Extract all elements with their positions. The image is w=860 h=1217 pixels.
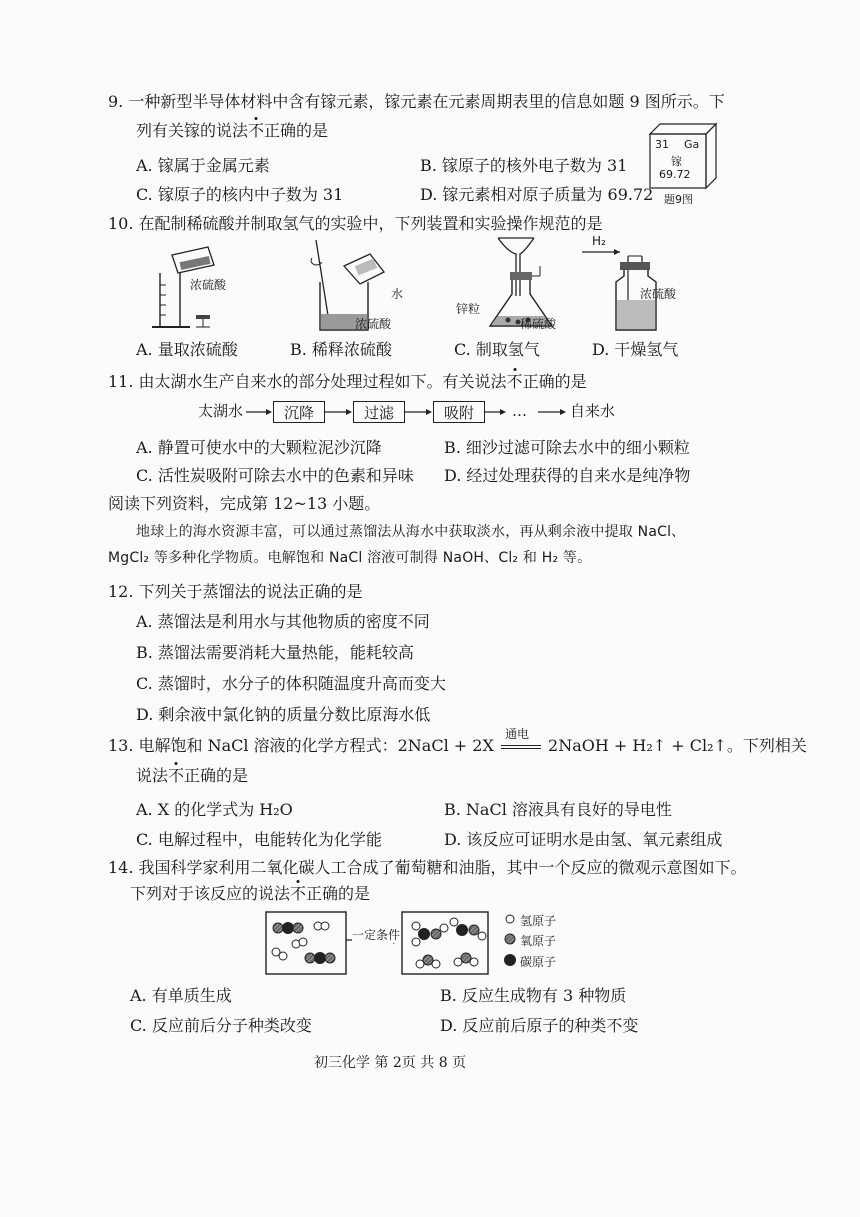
q9-option-d[interactable]: D. 镓元素相对原子质量为 69.72 [420,185,654,204]
q11-option-b[interactable]: B. 细沙过滤可除去水中的细小颗粒 [444,438,690,457]
q11-option-d[interactable]: D. 经过处理获得的自来水是纯净物 [444,466,691,485]
legend-carbon-atom: 碳原子 [520,955,557,969]
q9-figure-caption: 题9图 [664,193,693,206]
q11-emphasis-not: 不 [506,372,523,391]
q11-option-a[interactable]: A. 静置可使水中的大颗粒泥沙沉降 [136,438,382,457]
element-name: 镓 [671,155,682,168]
q14-option-d[interactable]: D. 反应前后原子的种类不变 [440,1016,639,1035]
q13-stem-post: 正确的是 [184,766,249,785]
q10-option-c[interactable]: C. 制取氢气 [454,340,540,359]
q14-stem-line1: 14. 我国科学家利用二氧化碳人工合成了葡萄糖和油脂，其中一个反应的微观示意图如下。 [108,858,747,877]
q14-option-c[interactable]: C. 反应前后分子种类改变 [130,1016,312,1035]
q13-option-d[interactable]: D. 该反应可证明水是由氢、氧元素组成 [444,830,723,849]
q9-option-c[interactable]: C. 镓原子的核内中子数为 31 [136,185,344,204]
q9-stem-line2 [136,121,328,141]
q14-stem-post: 正确的是 [306,884,371,903]
element-number: 31 [655,138,669,151]
flow-step-source: 太湖水 [198,402,244,420]
q10-a-label-acid: 浓硫酸 [190,278,227,292]
q10-option-d[interactable]: D. 干燥氢气 [592,340,679,359]
flow-step-adsorption: 吸附 [433,401,485,423]
q10-b-label-water: 水 [391,287,404,301]
q13-option-b[interactable]: B. NaCl 溶液具有良好的导电性 [444,800,672,819]
q14-emphasis-not: 不 [290,884,307,903]
q9-emphasis-not: 不 [248,121,265,140]
element-symbol: Ga [684,138,700,151]
q13-equation-right: 2NaOH + H₂↑ + Cl₂↑。下列相关 [548,736,807,755]
flow-step-tap-water: 自来水 [570,402,616,420]
q10-option-b[interactable]: B. 稀释浓硫酸 [290,340,392,359]
q9-stem-pre: 列有关镓的说法 [136,121,249,140]
q10-option-a[interactable]: A. 量取浓硫酸 [136,340,238,359]
q10-c-label-acid: 稀硫酸 [520,317,557,331]
q12-option-a[interactable]: A. 蒸馏法是利用水与其他物质的密度不同 [136,612,430,631]
q11-option-c[interactable]: C. 活性炭吸附可除去水中的色素和异味 [136,466,414,485]
q10-b-label-acid: 浓硫酸 [355,317,392,331]
q13-condition: 通电 [504,727,529,741]
flow-step-sedimentation: 沉降 [273,401,325,423]
reading-passage-line2: MgCl₂ 等多种化学物质。电解饱和 NaCl 溶液可制得 NaOH、Cl₂ 和 H₂ 等。 [108,550,592,566]
flow-step-filtration: 过滤 [353,401,405,423]
q14-stem-pre: 下列对于该反应的说法 [130,884,291,903]
q13-option-a[interactable]: A. X 的化学式为 H₂O [136,800,293,819]
q14-option-b[interactable]: B. 反应生成物有 3 种物质 [440,986,627,1005]
q13-equation-left: 13. 电解饱和 NaCl 溶液的化学方程式：2NaCl + 2X [108,736,494,755]
q10-d-label-acid: 浓硫酸 [640,287,677,301]
q14-condition: 一定条件 [352,928,401,942]
q14-reaction-diagram [262,908,502,980]
element-mass: 69.72 [659,168,691,181]
legend-hydrogen-atom: 氢原子 [520,914,557,928]
q14-legend-icons [504,912,518,968]
q12-option-d[interactable]: D. 剩余液中氯化钠的质量分数比原海水低 [136,705,431,724]
q9-option-b[interactable]: B. 镓原子的核外电子数为 31 [420,156,628,175]
q13-stem-pre: 说法 [136,766,169,785]
q12-stem: 12. 下列关于蒸馏法的说法正确的是 [108,582,363,601]
q10-stem: 10. 在配制稀硫酸并制取氢气的实验中，下列装置和实验操作规范的是 [108,214,603,233]
q13-reaction-arrow [499,727,543,756]
q11-stem-pre: 11. 由太湖水生产自来水的部分处理过程如下。有关说法 [108,372,507,391]
flow-step-ellipsis: … [512,402,527,420]
q14-stem-line2 [130,884,370,904]
q13-stem-line1 [108,727,807,756]
page-footer: 初三化学 第 2页 共 8 页 [314,1055,467,1071]
q13-emphasis-not: 不 [168,766,185,785]
q12-option-b[interactable]: B. 蒸馏法需要消耗大量热能，能耗较高 [136,643,414,662]
q10-c-label-zinc: 锌粒 [456,302,481,316]
q9-stem-line1: 9. 一种新型半导体材料中含有镓元素，镓元素在元素周期表里的信息如题 9 图所示。下 [108,92,725,111]
q9-option-a[interactable]: A. 镓属于金属元素 [136,156,270,175]
reading-passage-line1: 地球上的海水资源丰富，可以通过蒸馏法从海水中获取淡水，再从剩余液中提取 NaCl、 [136,524,686,540]
legend-oxygen-atom: 氧原子 [520,934,557,948]
q14-option-a[interactable]: A. 有单质生成 [130,986,232,1005]
q12-option-c[interactable]: C. 蒸馏时，水分子的体积随温度升高而变大 [136,674,446,693]
q13-stem-line2 [136,766,248,786]
reading-intro: 阅读下列资料，完成第 12~13 小题。 [108,494,381,513]
q11-stem [108,372,587,392]
q10-d-label-h2: H₂ [592,234,606,248]
q13-option-c[interactable]: C. 电解过程中，电能转化为化学能 [136,830,382,849]
q9-stem-post: 正确的是 [264,121,329,140]
q11-stem-post: 正确的是 [522,372,587,391]
